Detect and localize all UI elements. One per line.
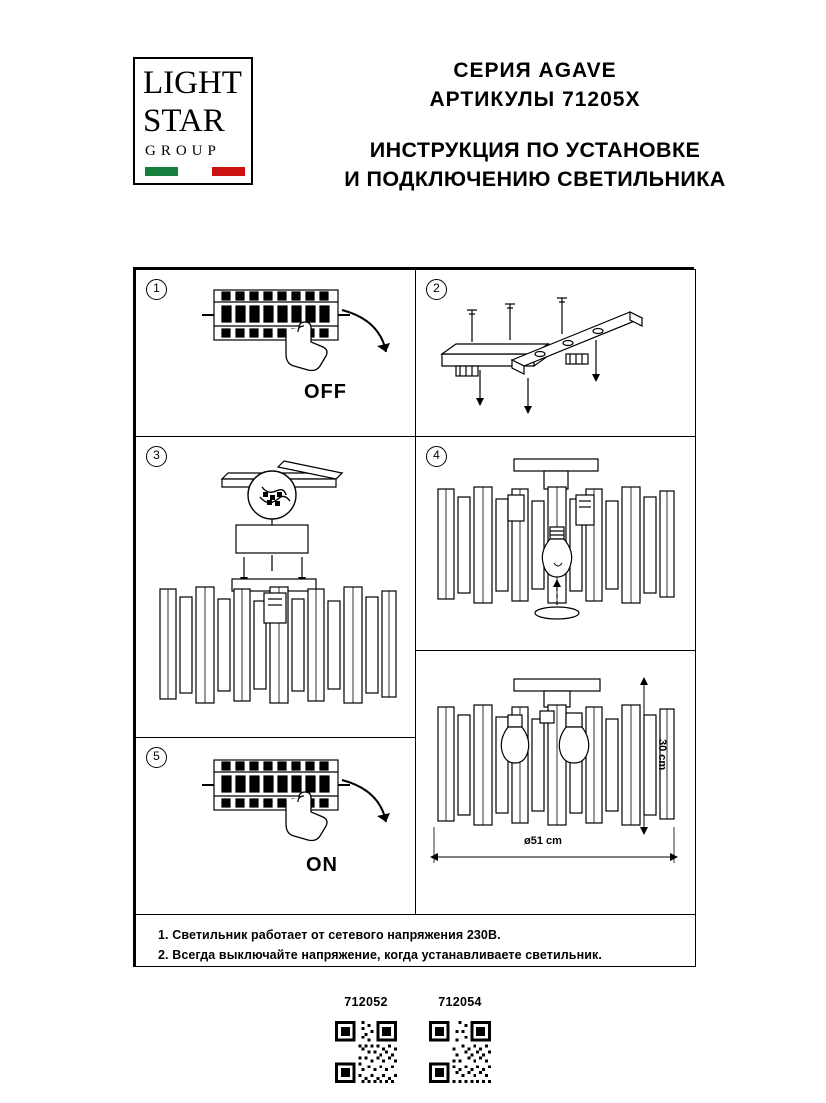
notes-cell bbox=[135, 914, 696, 967]
qr-item bbox=[330, 995, 402, 1083]
document-header bbox=[0, 0, 826, 250]
qr-item bbox=[424, 995, 496, 1083]
diameter-dimension-label: ø51 cm bbox=[524, 835, 562, 847]
italian-flag-icon bbox=[145, 167, 245, 176]
step-cell-4 bbox=[415, 436, 696, 651]
note-line-2: 2. Всегда выключайте напряжение, когда устанавливаете светильник. bbox=[158, 948, 602, 962]
logo-line-group: GROUP bbox=[145, 143, 221, 159]
qr-code-icon bbox=[429, 1021, 491, 1083]
step-cell-5 bbox=[135, 737, 416, 915]
instruction-line-1: ИНСТРУКЦИЯ ПО УСТАНОВКЕ bbox=[369, 138, 701, 162]
height-dimension-label: 30 cm bbox=[656, 739, 668, 771]
step-number-4: 4 bbox=[426, 446, 447, 467]
step-4-illustration bbox=[416, 437, 695, 650]
note-line-1: 1. Светильник работает от сетевого напряжения 230В. bbox=[158, 928, 501, 942]
series-title: СЕРИЯ AGAVE bbox=[453, 59, 617, 82]
logo-line-star: STAR bbox=[143, 103, 225, 139]
step-number-1: 1 bbox=[146, 279, 167, 300]
qr-label: 712052 bbox=[344, 995, 388, 1009]
step-1-caption: OFF bbox=[304, 381, 347, 403]
footer-qr-section bbox=[0, 995, 826, 1083]
step-number-3: 3 bbox=[146, 446, 167, 467]
instruction-line-2: И ПОДКЛЮЧЕНИЮ СВЕТИЛЬНИКА bbox=[344, 167, 726, 191]
step-5-illustration bbox=[136, 738, 415, 914]
step-cell-3 bbox=[135, 436, 416, 738]
header-titles bbox=[280, 56, 790, 194]
step-cell-1 bbox=[135, 269, 416, 437]
step-5-caption: ON bbox=[306, 854, 338, 876]
article-title: АРТИКУЛЫ 71205X bbox=[429, 88, 641, 111]
step-cell-2 bbox=[415, 269, 696, 437]
logo-line-light: LIGHT bbox=[143, 65, 242, 101]
step-1-illustration bbox=[136, 270, 415, 436]
dimensions-cell bbox=[415, 650, 696, 915]
dimensions-illustration bbox=[416, 651, 695, 914]
qr-label: 712054 bbox=[438, 995, 482, 1009]
brand-logo bbox=[133, 57, 253, 185]
step-2-illustration bbox=[416, 270, 695, 436]
step-number-2: 2 bbox=[426, 279, 447, 300]
instruction-grid bbox=[133, 267, 694, 967]
step-number-5: 5 bbox=[146, 747, 167, 768]
step-3-illustration bbox=[136, 437, 415, 737]
qr-code-icon bbox=[335, 1021, 397, 1083]
